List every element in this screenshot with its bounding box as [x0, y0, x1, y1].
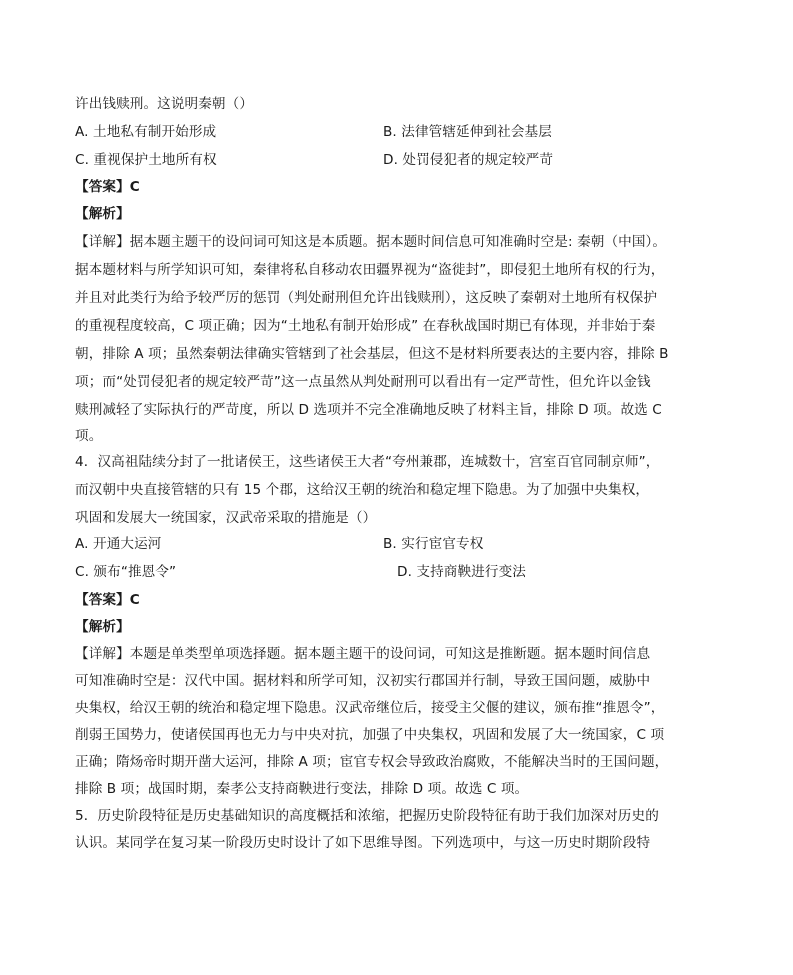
q3-detail-line: 朝，排除 A 项；虽然秦朝法律确实管辖到了社会基层，但这不是材料所要表达的主要内容，排除 B: [75, 346, 669, 362]
q3-option-c: C. 重视保护土地所有权: [75, 152, 217, 168]
q3-analysis-label: 【解析】: [75, 206, 130, 222]
q4-option-b: B. 实行宦官专权: [383, 536, 484, 552]
q3-option-b: B. 法律管辖延伸到社会基层: [383, 124, 552, 140]
q5-stem-line: 5．历史阶段特征是历史基础知识的高度概括和浓缩，把握历史阶段特征有助于我们加深对历史的: [75, 808, 659, 824]
q3-option-a: A. 土地私有制开始形成: [75, 124, 217, 140]
q3-detail-line: 项。: [75, 428, 103, 444]
q4-option-c: C. 颁布“推恩令”: [75, 564, 177, 580]
q3-detail-line: 【详解】据本题主题干的设问词可知这是本质题。据本题时间信息可知准确时空是: 秦朝（中国）。: [75, 234, 667, 250]
q4-detail-line: 央集权，给汉王朝的统治和稳定埋下隐患。汉武帝继位后，接受主父偃的建议，颁布推“推恩令”，: [75, 700, 665, 716]
q3-detail-line: 据本题材料与所学知识可知，秦律将私自移动农田疆界视为“盗徙封”，即侵犯土地所有权的行为，: [75, 262, 665, 278]
q4-stem-line: 4．汉高祖陆续分封了一批诸侯王，这些诸侯王大者“夸州兼郡，连城数十，宫室百官同制京师”，: [75, 454, 660, 470]
q4-detail-line: 削弱王国势力，使诸侯国再也无力与中央对抗，加强了中央集权，巩固和发展了大一统国家，C 项: [75, 727, 665, 743]
q3-detail-line: 项；而“处罚侵犯者的规定较严苛”这一点虽然从判处耐刑可以看出有一定严苛性，但允许以金钱: [75, 374, 651, 390]
q4-detail-line: 【详解】本题是单类型单项选择题。据本题主题干的设问词，可知这是推断题。据本题时间信息: [75, 646, 651, 662]
q5-stem-line: 认识。某同学在复习某一阶段历史时设计了如下思维导图。下列选项中，与这一历史时期阶段特: [75, 835, 651, 851]
q3-detail-line: 赎刑减轻了实际执行的严苛度，所以 D 选项并不完全准确地反映了材料主旨，排除 D 项。故选 C: [75, 402, 662, 418]
q4-answer: 【答案】C: [75, 592, 140, 608]
q4-detail-line: 正确；隋炀帝时期开凿大运河，排除 A 项；宦官专权会导致政治腐败，不能解决当时的王国问题，: [75, 754, 669, 770]
q4-detail-line: 可知准确时空是：汉代中国。据材料和所学可知，汉初实行郡国并行制，导致王国问题，威胁中: [75, 673, 651, 689]
q4-analysis-label: 【解析】: [75, 619, 130, 635]
q4-detail-line: 排除 B 项；战国时期，秦孝公支持商鞅进行变法，排除 D 项。故选 C 项。: [75, 781, 529, 797]
q4-option-a: A. 开通大运河: [75, 536, 162, 552]
q4-option-d: D. 支持商鞅进行变法: [397, 564, 526, 580]
q3-stem-tail: 许出钱赎刑。这说明秦朝（）: [75, 96, 254, 112]
q3-detail-line: 并且对此类行为给予较严厉的惩罚（判处耐刑但允许出钱赎刑），这反映了秦朝对土地所有权保护: [75, 290, 658, 306]
q4-stem-line: 巩固和发展大一统国家，汉武帝采取的措施是（）: [75, 510, 377, 526]
q3-option-d: D. 处罚侵犯者的规定较严苛: [383, 152, 554, 168]
q4-stem-line: 而汉朝中央直接管辖的只有 15 个郡，这给汉王朝的统治和稳定埋下隐患。为了加强中央集权，: [75, 482, 650, 498]
q3-detail-line: 的重视程度较高，C 项正确；因为“土地私有制开始形成” 在春秋战国时期已有体现，并非始于秦: [75, 318, 656, 334]
q3-answer: 【答案】C: [75, 179, 140, 195]
